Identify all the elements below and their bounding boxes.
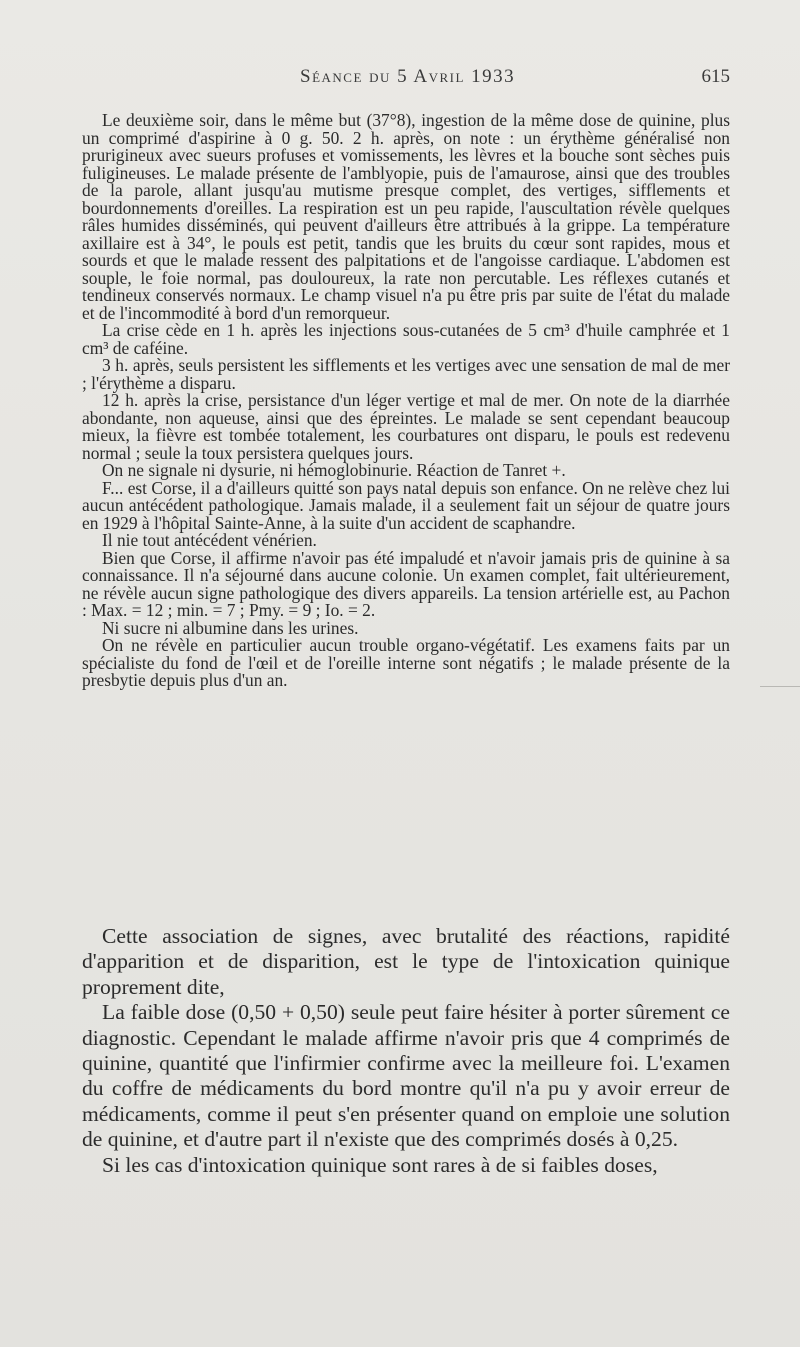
case-paragraph: Le deuxième soir, dans le même but (37°8), ingestion de la même dose de quinine, plus un comprimé d'aspirine à 0 g. 50. 2 h. après, on note : un érythème généralisé non prurigineux avec sueurs profuses et vomissements, les lèvres et la bouche sont sèches puis fuligineuses. Le malade présente de l'amblyopie, puis de l'amaurose, ainsi que des troubles de la parole, allant jusqu'au mutisme presque complet, des vertiges, sifflements et bourdonnements d'oreilles. La respiration est un peu rapide, l'auscultation révèle quelques râles humides disséminés, qui peuvent d'ailleurs être attribués à la grippe. La température axillaire est à 34°, le pouls est petit, tandis que les bruits du cœur sont rapides, mous et sourds et que le malade ressent des palpitations et de l'angoisse cardiaque. L'abdomen est souple, le foie normal, pas douloureux, la rate non percutable. Les réflexes cutanés et tendineux conservés normaux. Le champ visuel n'a pu être pris par suite de l'état du malade et de l'incommodité à bord d'un remorqueur. [82, 110, 730, 323]
case-paragraph: Bien que Corse, il affirme n'avoir pas été impaludé et n'avoir jamais pris de quinine à sa connaissance. Il n'a séjourné dans aucune colonie. Un examen complet, fait ultérieurement, ne révèle aucun signe pathologique des divers appareils. La tension artérielle est, au Pachon : Max. = 12 ; min. = 7 ; Pmy. = 9 ; Io. = 2. [82, 547, 730, 620]
margin-mark [760, 686, 800, 687]
running-head: Séance du 5 Avril 1933 [300, 66, 516, 87]
discussion-paragraph: Cette association de signes, avec brutalité des réactions, rapidité d'apparition et de disparition, est le type de l'intoxication quinique proprement dite, [82, 924, 730, 999]
discussion-paragraph: La faible dose (0,50 + 0,50) seule peut faire hésiter à porter sûrement ce diagnostic. Cependant le malade affirme n'avoir pris que 4 comprimés de quinine, quantité que l'infirmier confirme avec la meilleure foi. L'examen du coffre de médicaments du bord montre qu'il n'a pu y avoir erreur de médicaments, comme il peut s'en présenter quand on emploie une solution de quinine, et d'autre part il n'existe que des comprimés dosés à 0,25. [82, 1000, 730, 1152]
case-paragraph: On ne révèle en particulier aucun trouble organo-végétatif. Les examens faits par un spécialiste du fond de l'œil et de l'oreille interne sont négatifs ; le malade présente de la presbytie depuis plus d'un an. [82, 635, 730, 690]
case-paragraph: 3 h. après, seuls persistent les sifflements et les vertiges avec une sensation de mal de mer ; l'érythème a disparu. [82, 355, 730, 393]
page-number: 615 [701, 66, 730, 87]
discussion-paragraph: Si les cas d'intoxication quinique sont rares à de si faibles doses, [102, 1152, 658, 1177]
page-header [80, 66, 730, 96]
case-report-block [82, 112, 730, 690]
case-paragraph: F... est Corse, il a d'ailleurs quitté son pays natal depuis son enfance. On ne relève chez lui aucun antécédent pathologique. Jamais malade, il a seulement fait un séjour de quatre jours en 1929 à l'hôpital Sainte-Anne, à la suite d'un accident de scaphandre. [82, 477, 730, 533]
case-paragraph: Il nie tout antécédent vénérien. [102, 530, 317, 550]
discussion-block [82, 924, 730, 1178]
case-paragraph: Ni sucre ni albumine dans les urines. [102, 617, 359, 638]
case-paragraph: On ne signale ni dysurie, ni hémoglobinurie. Réaction de Tanret +. [102, 460, 566, 480]
case-paragraph: 12 h. après la crise, persistance d'un léger vertige et mal de mer. On note de la diarrhée abondante, non aqueuse, ainsi que des épreintes. Le malade se sent cependant beaucoup mieux, la fièvre est tombée totalement, les courbatures ont disparu, le pouls est redevenu normal ; seule la toux persistera quelques jours. [82, 390, 730, 463]
case-paragraph: La crise cède en 1 h. après les injections sous-cutanées de 5 cm³ d'huile camphrée et 1 cm³ de caféine. [82, 320, 730, 358]
